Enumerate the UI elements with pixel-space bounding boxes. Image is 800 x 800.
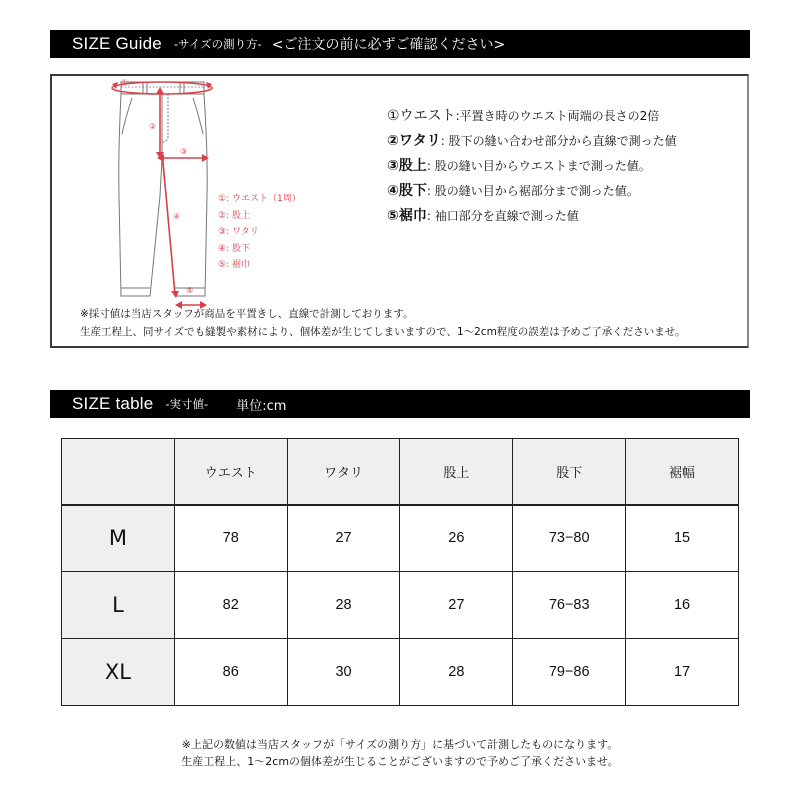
guide-note: ※採寸値は当店スタッフが商品を平置きし、直線で計測しております。 <box>80 308 414 320</box>
size-table-subtitle: -実寸値- <box>165 397 209 411</box>
legend-item: ⑤: 裾巾 <box>218 260 250 270</box>
table-cell: 28 <box>400 639 513 706</box>
table-cell: 27 <box>400 572 513 639</box>
pants-measurement-diagram <box>52 76 352 316</box>
table-cell: 28 <box>287 572 400 639</box>
size-label: XL <box>62 639 175 706</box>
definition-hem-width: ⑤裾巾: 袖口部分を直線で測った値 <box>387 208 579 224</box>
header-cell-inseam: 股下 <box>513 439 626 505</box>
header-cell-hem-width: 裾幅 <box>626 439 739 505</box>
guide-note: 生産工程上、同サイズでも縫製や素材により、個体差が生じてしまいますので、1～2cm程度の誤差は予めご了承くださいませ。 <box>80 326 686 338</box>
definition-thigh: ②ワタリ: 股下の縫い合わせ部分から直線で測った値 <box>387 133 677 149</box>
measurement-definitions <box>387 104 677 229</box>
table-cell: 27 <box>287 505 400 572</box>
size-guide-title: SIZE Guide <box>72 34 162 53</box>
size-table-header <box>50 390 750 418</box>
size-guide-header <box>50 30 750 58</box>
pants-illustration-icon <box>52 76 352 316</box>
table-cell: 16 <box>626 572 739 639</box>
diagram-legend <box>218 191 301 274</box>
guide-notes <box>80 305 686 341</box>
header-cell-empty <box>62 439 175 505</box>
header-cell-thigh: ワタリ <box>287 439 400 505</box>
header-cell-rise: 股上 <box>400 439 513 505</box>
definition-waist: ①ウエスト:平置き時のウエスト両端の長さの2倍 <box>387 108 660 124</box>
legend-item: ④: 股下 <box>218 243 250 254</box>
footer-note: 生産工程上、1～2cmの個体差が生じることがございますので予めご了承くださいませ。 <box>181 755 619 768</box>
table-cell: 26 <box>400 505 513 572</box>
table-cell: 17 <box>626 639 739 706</box>
legend-item: ③: ワタリ <box>218 227 259 237</box>
table-cell: 15 <box>626 505 739 572</box>
table-cell: 76−83 <box>513 572 626 639</box>
table-row <box>62 505 739 572</box>
table-cell: 86 <box>174 639 287 706</box>
table-row <box>62 639 739 706</box>
table-row <box>62 572 739 639</box>
header-cell-waist: ウエスト <box>174 439 287 505</box>
table-header-row <box>62 439 739 505</box>
size-guide-panel <box>50 74 749 348</box>
size-table <box>61 438 739 706</box>
table-cell: 82 <box>174 572 287 639</box>
definition-inseam: ④股下: 股の縫い目から裾部分まで測った値。 <box>387 183 639 199</box>
marker-1: ① <box>121 78 129 87</box>
footer-note: ※上記の数値は当店スタッフが「サイズの測り方」に基づいて計測したものになります。 <box>181 738 619 751</box>
marker-4: ④ <box>173 212 181 221</box>
marker-2: ② <box>149 122 157 131</box>
table-cell: 78 <box>174 505 287 572</box>
size-guide-subtitle: -サイズの測り方- <box>173 37 262 51</box>
legend-item: ②: 股上 <box>218 210 250 221</box>
marker-5: ⑤ <box>186 286 194 295</box>
size-table-title: SIZE table <box>72 394 154 413</box>
table-cell: 79−86 <box>513 639 626 706</box>
table-cell: 30 <box>287 639 400 706</box>
footer-notes <box>0 736 800 770</box>
size-table-unit: 単位:cm <box>236 398 287 414</box>
size-label: L <box>62 572 175 639</box>
marker-3: ③ <box>180 147 188 156</box>
definition-rise: ③股上: 股の縫い目からウエストまで測った値。 <box>387 158 651 174</box>
size-guide-notice: <ご注文の前に必ずご確認ください> <box>271 37 506 53</box>
size-label: M <box>62 505 175 572</box>
table-cell: 73−80 <box>513 505 626 572</box>
legend-item: ①: ウエスト（1周） <box>218 194 301 204</box>
